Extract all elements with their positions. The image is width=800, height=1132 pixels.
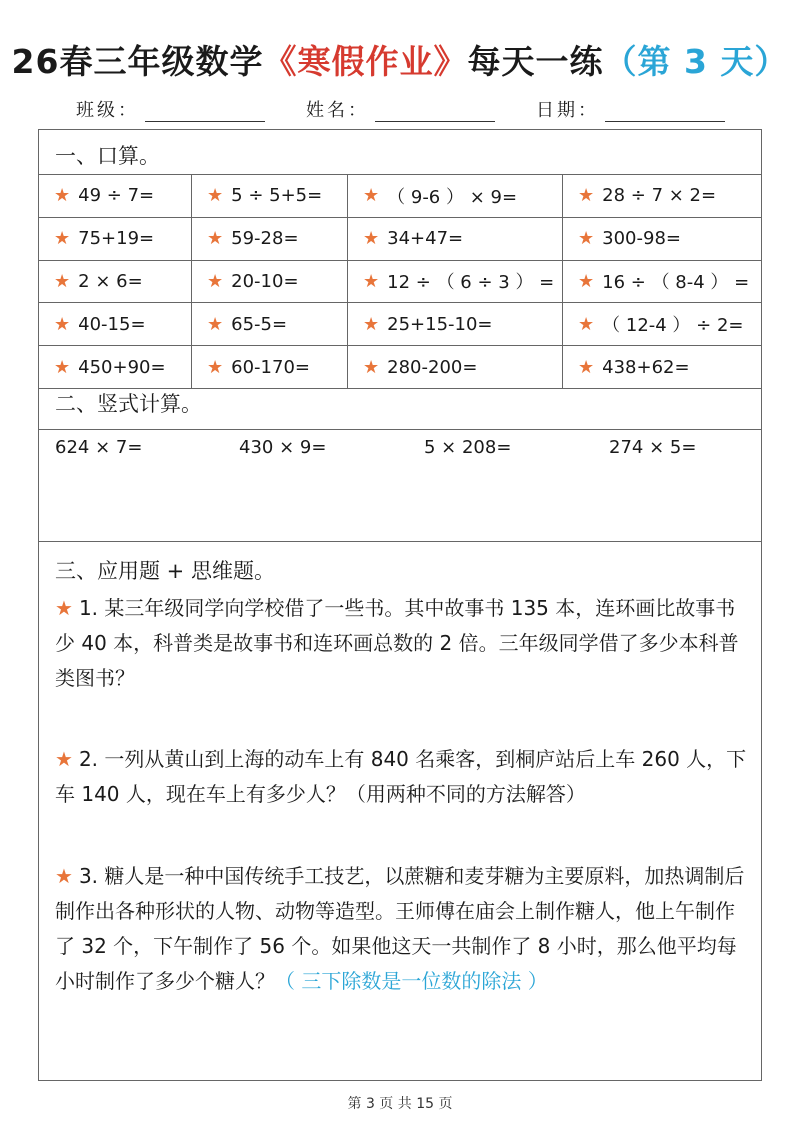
item-text: 450+90= — [78, 356, 166, 378]
item-text: 60-170= — [231, 356, 310, 378]
item-text: 28 ÷ 7 × 2= — [602, 185, 717, 207]
vertical-calc-area[interactable] — [39, 429, 761, 542]
section3-heading: 三、应用题 + 思维题。 — [55, 559, 275, 583]
item-text: 300-98= — [602, 228, 681, 250]
problem-2 — [55, 742, 749, 812]
item-text: 75+19= — [78, 228, 155, 250]
class-label: 班级： — [76, 100, 139, 121]
star-icon: ★ — [363, 185, 380, 207]
class-field — [76, 96, 265, 122]
vertical-calc-item: 5 × 208= — [424, 437, 512, 458]
mental-math-item — [192, 346, 348, 389]
star-icon: ★ — [578, 228, 595, 250]
star-icon: ★ — [54, 356, 71, 378]
name-field — [306, 96, 495, 122]
item-text: （ 9-6 ） × 9= — [387, 186, 518, 208]
item-text: 59-28= — [231, 228, 299, 250]
star-icon: ★ — [578, 356, 595, 378]
title-highlight: 《寒假作业》 — [263, 42, 468, 81]
item-text: 16 ÷ （ 8-4 ） = — [602, 272, 750, 294]
vertical-calc-item: 624 × 7= — [55, 437, 143, 458]
mental-math-item — [563, 261, 761, 304]
date-label: 日期： — [536, 100, 599, 121]
title-prefix: 26春三年级数学 — [11, 42, 264, 81]
section2-heading: 二、竖式计算。 — [55, 392, 202, 416]
section1-heading: 一、口算。 — [55, 144, 160, 168]
item-text: （ 12-4 ） ÷ 2= — [602, 315, 744, 337]
problem-text: 1. 某三年级同学向学校借了一些书。其中故事书 135 本，连环画比故事书少 40 本，科普类是故事书和连环画总数的 2 倍。三年级同学借了多少本科普类图书？ — [55, 596, 739, 690]
star-icon: ★ — [54, 228, 71, 250]
item-text: 34+47= — [387, 228, 464, 250]
star-icon: ★ — [207, 313, 224, 335]
star-icon: ★ — [578, 185, 595, 207]
title-day: （第 3 天） — [603, 42, 789, 81]
item-text: 40-15= — [78, 313, 146, 335]
item-text: 438+62= — [602, 356, 690, 378]
problem-1 — [55, 591, 749, 696]
star-icon: ★ — [207, 356, 224, 378]
page-title — [0, 36, 800, 83]
star-icon: ★ — [363, 313, 380, 335]
item-text: 12 ÷ （ 6 ÷ 3 ） = — [387, 272, 555, 294]
mental-math-item — [348, 346, 563, 389]
mental-math-item — [192, 218, 348, 261]
mental-math-item — [39, 175, 192, 218]
star-icon: ★ — [55, 864, 73, 888]
problem-3 — [55, 859, 749, 999]
item-text: 20-10= — [231, 270, 299, 292]
item-text: 25+15-10= — [387, 313, 493, 335]
mental-math-item — [563, 175, 761, 218]
star-icon: ★ — [363, 356, 380, 378]
star-icon: ★ — [578, 270, 595, 292]
class-blank[interactable] — [145, 99, 265, 122]
mental-math-item — [192, 175, 348, 218]
student-info — [0, 96, 800, 126]
mental-math-item — [192, 303, 348, 346]
item-text: 5 ÷ 5+5= — [231, 185, 323, 207]
vertical-calc-item: 274 × 5= — [609, 437, 697, 458]
star-icon: ★ — [54, 185, 71, 207]
mental-math-item — [39, 346, 192, 389]
vertical-calc-item: 430 × 9= — [239, 437, 327, 458]
mental-math-item — [192, 261, 348, 304]
item-text: 49 ÷ 7= — [78, 185, 155, 207]
mental-math-item — [563, 218, 761, 261]
star-icon: ★ — [207, 185, 224, 207]
star-icon: ★ — [55, 596, 73, 620]
page-number: 第 3 页 共 15 页 — [347, 1096, 453, 1112]
mental-math-item — [563, 303, 761, 346]
mental-math-item — [39, 218, 192, 261]
star-icon: ★ — [363, 270, 380, 292]
star-icon: ★ — [578, 313, 595, 335]
date-field — [536, 96, 725, 122]
star-icon: ★ — [207, 228, 224, 250]
mental-math-item — [348, 218, 563, 261]
name-label: 姓名： — [306, 100, 369, 121]
name-blank[interactable] — [375, 99, 495, 122]
star-icon: ★ — [55, 747, 73, 771]
worksheet — [38, 129, 762, 1081]
problem-text: 3. 糖人是一种中国传统手工技艺，以蔗糖和麦芽糖为主要原料，加热调制后制作出各种形状的人物、动物等造型。王师傅在庙会上制作糖人，他上午制作了 32 个，下午制作了 56 个。如果他这天一共制作了 8 小时，那么他平均每小时制作了多少个糖人？ — [55, 864, 745, 993]
date-blank[interactable] — [605, 99, 725, 122]
mental-math-item — [348, 261, 563, 304]
item-text: 280-200= — [387, 356, 478, 378]
item-text: 2 × 6= — [78, 270, 143, 292]
mental-math-item — [348, 175, 563, 218]
title-middle: 每天一练 — [467, 42, 604, 81]
star-icon: ★ — [54, 313, 71, 335]
star-icon: ★ — [207, 270, 224, 292]
mental-math-item — [563, 346, 761, 389]
star-icon: ★ — [54, 270, 71, 292]
mental-math-grid — [39, 174, 761, 389]
mental-math-item — [348, 303, 563, 346]
mental-math-item — [39, 261, 192, 304]
star-icon: ★ — [363, 228, 380, 250]
mental-math-item — [39, 303, 192, 346]
problem-text: 2. 一列从黄山到上海的动车上有 840 名乘客，到桐庐站后上车 260 人，下车 140 人，现在车上有多少人？（用两种不同的方法解答） — [55, 747, 747, 806]
problem-hint: （ 三下除数是一位数的除法 ） — [275, 969, 548, 993]
item-text: 65-5= — [231, 313, 288, 335]
